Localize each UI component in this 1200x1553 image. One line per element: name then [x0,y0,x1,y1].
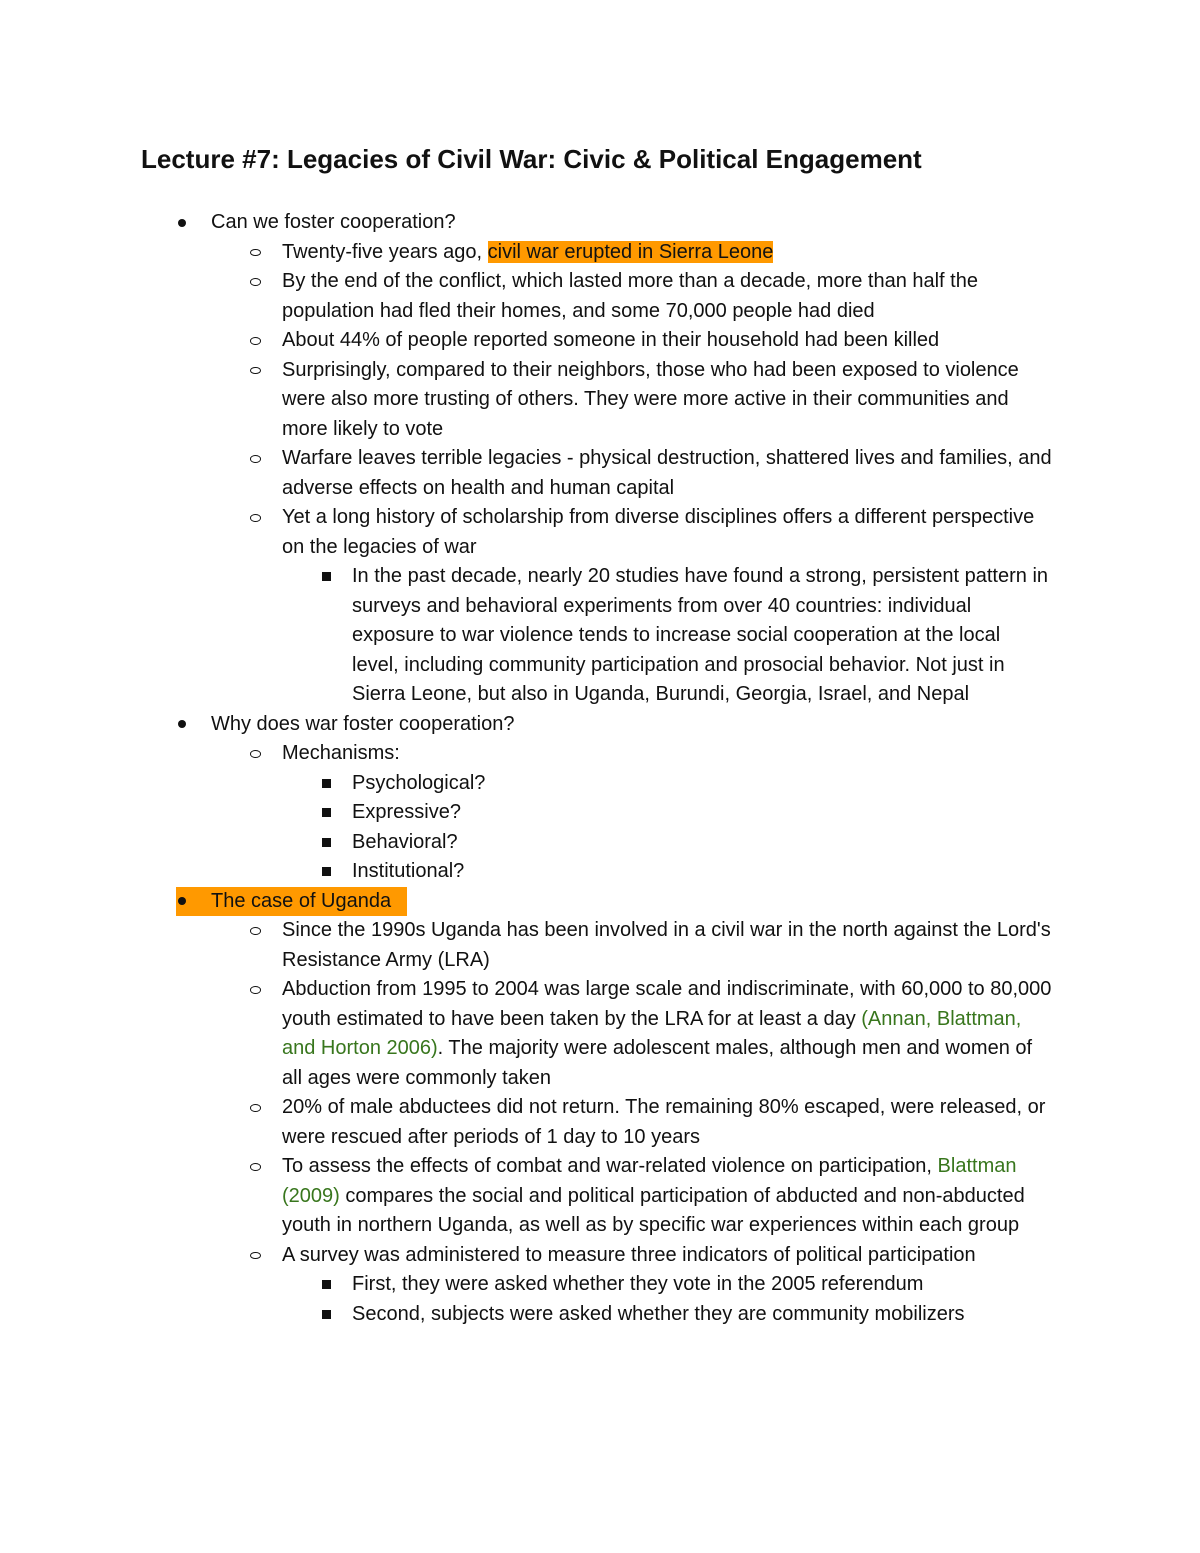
hollow-bullet-icon [243,975,267,1005]
square-bullet-icon [314,1300,338,1330]
list-item: Mechanisms: [0,739,1057,769]
citation-link[interactable]: Blattman (2009) [282,1155,1017,1207]
list-item: Second, subjects were asked whether they are community mobilizers [0,1300,1052,1330]
bullet-icon [170,887,194,917]
hollow-bullet-icon [243,267,267,297]
square-bullet-icon [314,798,338,828]
square-bullet-icon [314,769,338,799]
list-item: Why does war foster cooperation? [0,710,1041,740]
page-title: Lecture #7: Legacies of Civil War: Civic & Political Engagement [141,144,922,174]
list-item: 20% of male abductees did not return. The remaining 80% escaped, were released, or were rescued after periods of 1 day to 10 years [0,1093,1057,1152]
hollow-bullet-icon [243,739,267,769]
list-item: Behavioral? [0,828,1052,858]
hollow-bullet-icon [243,1241,267,1271]
hollow-bullet-icon [243,238,267,268]
list-item: Surprisingly, compared to their neighbors, those who had been exposed to violence were also more trusting of others. They were more active in their communities and more likely to vote [0,356,1057,445]
citation-link[interactable]: (Annan, Blattman, and Horton 2006) [282,1007,1022,1059]
hollow-bullet-icon [243,326,267,356]
notes-body [0,208,1200,1329]
hollow-bullet-icon [243,1152,267,1182]
square-bullet-icon [314,1270,338,1300]
list-item: Institutional? [0,857,1052,887]
list-item: First, they were asked whether they vote in the 2005 referendum [0,1270,1052,1300]
square-bullet-icon [314,857,338,887]
bullet-icon [170,710,194,740]
list-item-highlighted: The case of Uganda [0,887,1041,917]
list-item: Twenty-five years ago, civil war erupted in Sierra Leone [0,238,1057,268]
hollow-bullet-icon [243,916,267,946]
list-item: In the past decade, nearly 20 studies have found a strong, persistent pattern in surveys and behavioral experiments from over 40 countries: individual exposure to war violence tends to increase social cooperation at the local level, including community participation and prosocial behavior. Not just in Sierra Leone, but also in Uganda, Burundi, Georgia, Israel, and Nepal [0,562,1052,710]
list-item: Warfare leaves terrible legacies - physical destruction, shattered lives and families, and adverse effects on health and human capital [0,444,1057,503]
list-item: By the end of the conflict, which lasted more than a decade, more than half the population had fled their homes, and some 70,000 people had died [0,267,1057,326]
hollow-bullet-icon [243,503,267,533]
list-item: Abduction from 1995 to 2004 was large scale and indiscriminate, with 60,000 to 80,000 youth estimated to have been taken by the LRA for at least a day (Annan, Blattman, and Horton 2006). The majority were adolescent males, although men and women of all ages were commonly taken [0,975,1057,1093]
list-item: To assess the effects of combat and war-related violence on participation, Blattman (2009) compares the social and political participation of abducted and non-abducted youth in northern Uganda, as well as by specific war experiences within each group [0,1152,1057,1241]
list-item: Psychological? [0,769,1052,799]
square-bullet-icon [314,562,338,592]
list-item: Expressive? [0,798,1052,828]
list-item: Since the 1990s Uganda has been involved in a civil war in the north against the Lord's Resistance Army (LRA) [0,916,1057,975]
bullet-icon [170,208,194,238]
list-item: Yet a long history of scholarship from diverse disciplines offers a different perspective on the legacies of war [0,503,1057,562]
hollow-bullet-icon [243,444,267,474]
list-item: Can we foster cooperation? [0,208,1041,238]
hollow-bullet-icon [243,1093,267,1123]
list-item: A survey was administered to measure three indicators of political participation [0,1241,1057,1271]
list-item: About 44% of people reported someone in their household had been killed [0,326,1057,356]
square-bullet-icon [314,828,338,858]
highlighted-text: civil war erupted in Sierra Leone [487,240,774,263]
hollow-bullet-icon [243,356,267,386]
